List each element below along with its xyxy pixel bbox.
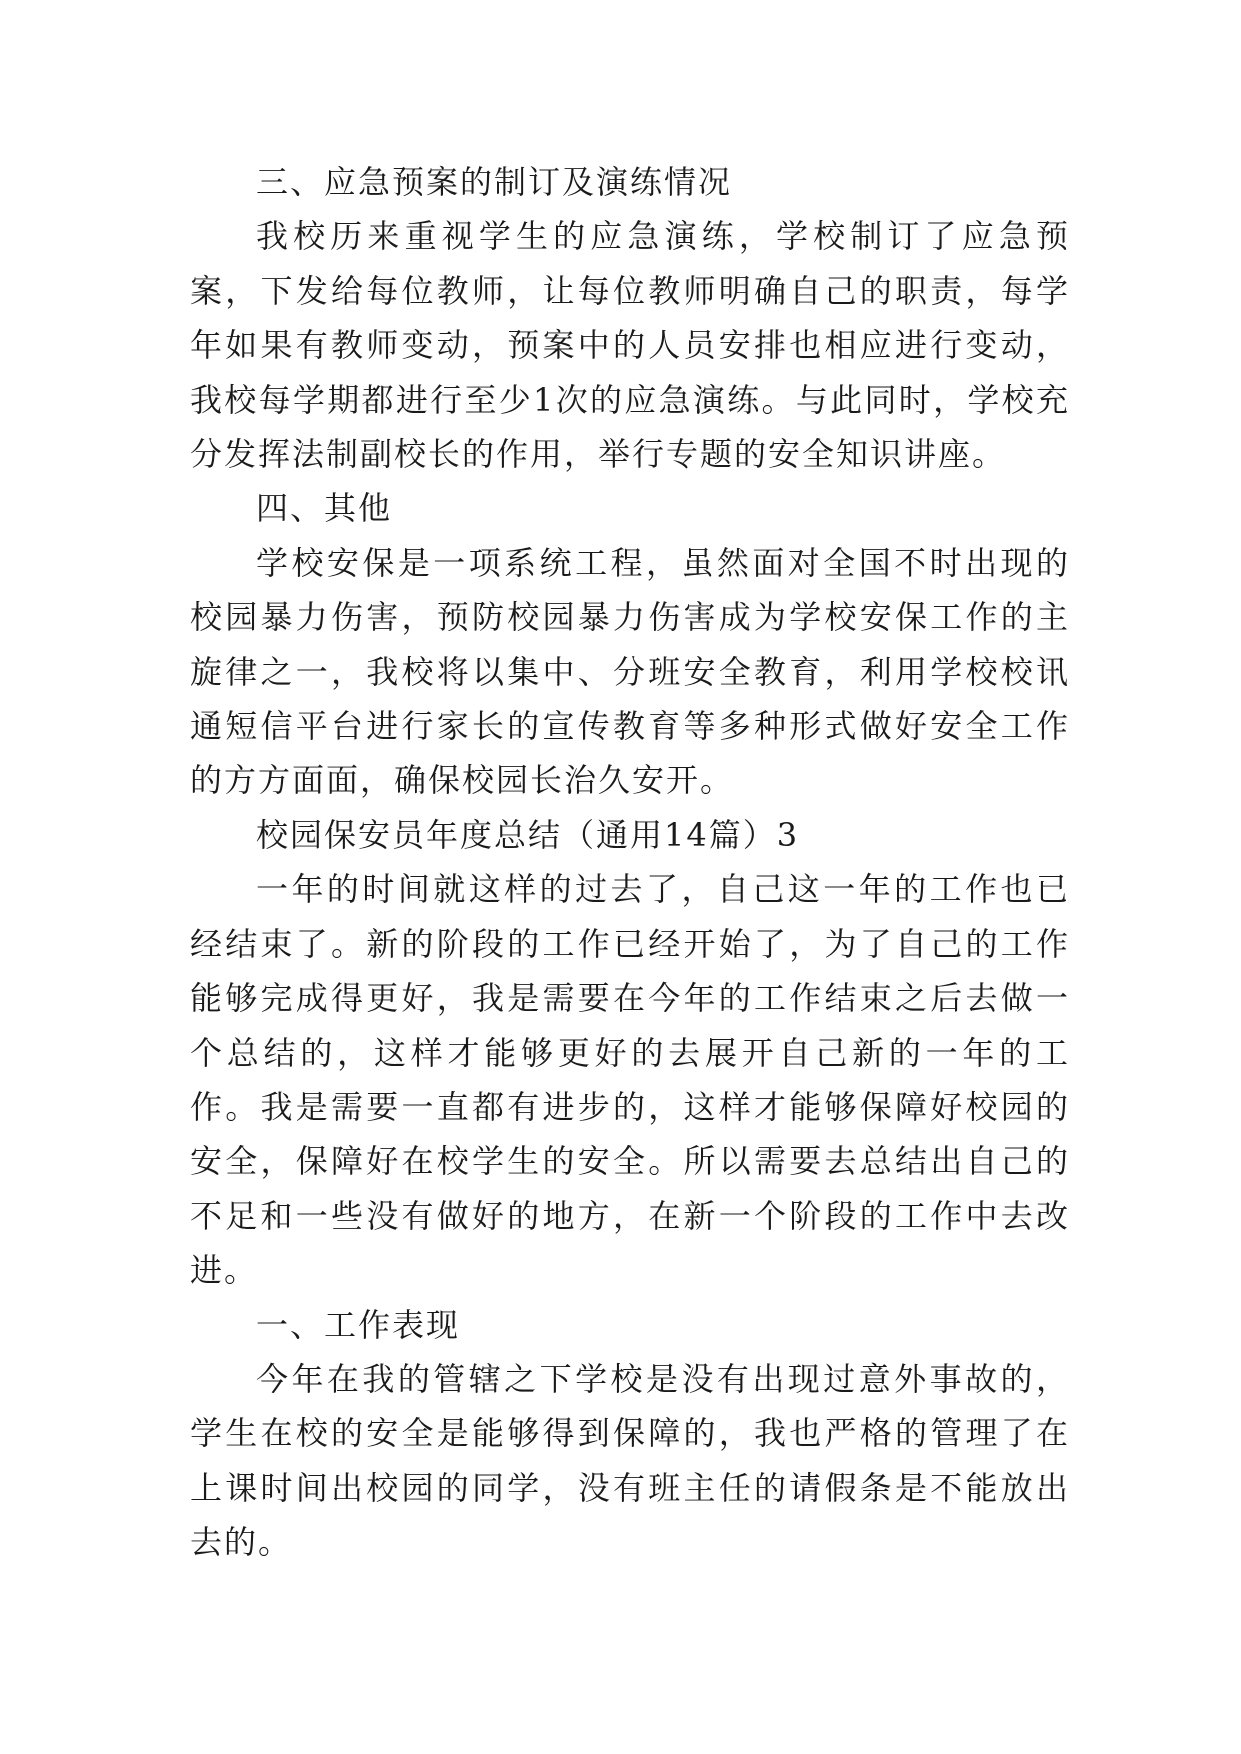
body-paragraph: 一年的时间就这样的过去了，自己这一年的工作也已经结束了。新的阶段的工作已经开始了，为了自己的工作能够完成得更好，我是需要在今年的工作结束之后去做一个总结的，这样才能够更好的去展开自己新的一年的工作。我是需要一直都有进步的，这样才能够保障好校园的安全，保障好在校学生的安全。所以需要去总结出自己的不足和一些没有做好的地方，在新一个阶段的工作中去改进。 [190, 870, 1070, 1290]
body-paragraph: 今年在我的管辖之下学校是没有出现过意外事故的，学生在校的安全是能够得到保障的，我也严格的管理了在上课时间出校园的同学，没有班主任的请假条是不能放出去的。 [190, 1359, 1070, 1562]
body-paragraph: 我校历来重视学生的应急演练，学校制订了应急预案，下发给每位教师，让每位教师明确自己的职责，每学年如果有教师变动，预案中的人员安排也相应进行变动，我校每学期都进行至少1次的应急演练。与此同时，学校充分发挥法制副校长的作用，举行专题的安全知识讲座。 [190, 217, 1070, 474]
body-paragraph: 学校安保是一项系统工程，虽然面对全国不时出现的校园暴力伤害，预防校园暴力伤害成为学校安保工作的主旋律之一，我校将以集中、分班安全教育，利用学校校讯通短信平台进行家长的宣传教育等多种形式做好安全工作的方方面面，确保校园长治久安开。 [190, 543, 1070, 800]
section-heading: 三、应急预案的制订及演练情况 [256, 163, 733, 201]
article-title: 校园保安员年度总结（通用14篇）3 [256, 815, 800, 854]
section-heading: 四、其他 [256, 489, 393, 528]
document-body [190, 155, 1070, 1570]
section-heading: 一、工作表现 [256, 1305, 461, 1344]
